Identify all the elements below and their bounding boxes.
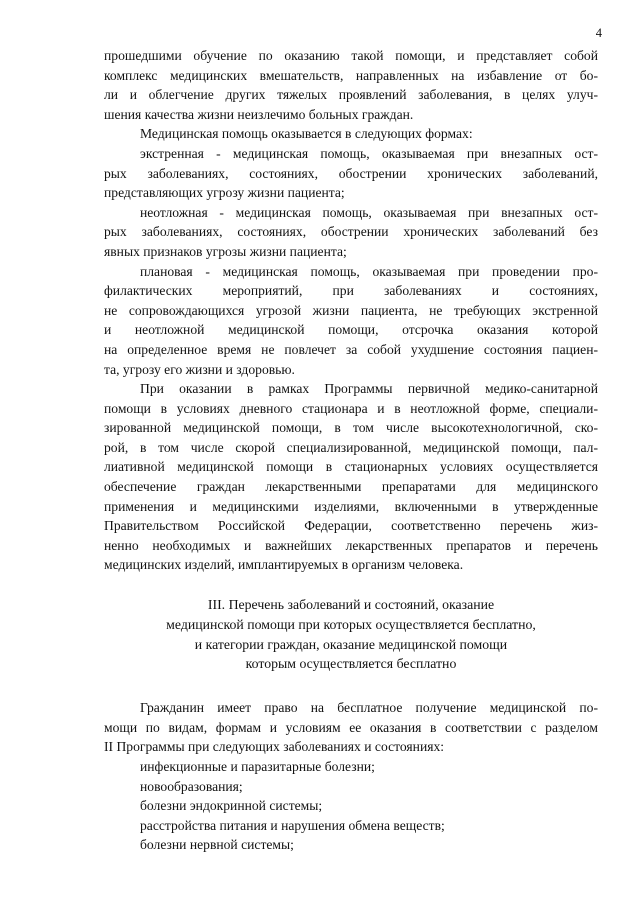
text-line: Гражданин имеет право на бесплатное получение медицинской по- <box>140 700 598 716</box>
list-item: болезни нервной системы; <box>140 837 294 853</box>
heading-line: которым осуществляется бесплатно <box>245 656 457 672</box>
text-line: медицинских изделий, имплантируемых в организм человека. <box>104 557 464 573</box>
text-line: При оказании в рамках Программы первичной медико-санитарной <box>140 381 598 397</box>
text-line: экстренная - медицинская помощь, оказываемая при внезапных ост- <box>140 145 598 161</box>
list-item: болезни эндокринной системы; <box>140 798 323 814</box>
text-line: II Программы при следующих заболеваниях и состояниях: <box>104 739 445 755</box>
text-line: не сопровождающихся угрозой жизни пациента, не требующих экстренной <box>104 302 598 318</box>
text-line: и неотложной медицинской помощи, отсрочка оказания которой <box>104 322 598 338</box>
list-item: инфекционные и паразитарные болезни; <box>140 759 375 774</box>
text-line: рой, в том числе скорой специализированной, медицинской помощи, пал- <box>104 439 598 455</box>
text-line: рых заболеваниях, состояниях, обострении хронических заболеваний без <box>104 224 598 240</box>
text-line: ли и облегчение других тяжелых проявлений заболевания, в целях улуч- <box>104 87 598 103</box>
conditions-list <box>104 757 598 855</box>
text-line: представляющих угрозу жизни пациента; <box>104 185 345 201</box>
paragraph-urgent <box>104 203 598 262</box>
text-line: мощи по видам, формам и условиям ее оказания в соответствии с разделом <box>104 719 598 735</box>
paragraph-citizen-rights <box>104 698 598 757</box>
document-body <box>104 46 598 855</box>
text-line: Правительством Российской Федерации, соответственно перечень жиз- <box>104 518 598 534</box>
section-heading <box>104 595 598 674</box>
list-item: новообразования; <box>140 778 243 794</box>
text-line: Медицинская помощь оказывается в следующих формах: <box>140 126 473 142</box>
list-item: расстройства питания и нарушения обмена веществ; <box>140 817 445 833</box>
paragraph-forms-intro <box>104 124 598 144</box>
paragraph-drug-provision <box>104 379 598 575</box>
text-line: зированной медицинской помощи, в том числе высокотехнологичной, ско- <box>104 420 598 436</box>
paragraph-palliative-continuation <box>104 46 598 124</box>
text-line: та, угрозу его жизни и здоровью. <box>104 361 295 377</box>
text-line: обеспечение граждан лекарственными препаратами для медицинского <box>104 479 598 495</box>
text-line: прошедшими обучение по оказанию такой помощи, и представляет собой <box>104 48 598 63</box>
heading-line: и категории граждан, оказание медицинской помощи <box>194 636 508 652</box>
heading-line: III. Перечень заболеваний и состояний, оказание <box>207 597 495 613</box>
text-line: помощи в условиях дневного стационара и в неотложной форме, специали- <box>104 400 598 416</box>
text-line: ненно необходимых и важнейших лекарственных препаратов и перечень <box>104 537 598 553</box>
text-line: применения и медицинскими изделиями, включенными в утвержденные <box>104 498 598 514</box>
text-line: неотложная - медицинская помощь, оказываемая при внезапных ост- <box>140 204 598 220</box>
paragraph-emergency <box>104 144 598 203</box>
paragraph-planned <box>104 262 598 380</box>
text-line: филактических мероприятий, при заболеваниях и состояниях, <box>104 283 598 299</box>
page-number: 4 <box>595 26 602 40</box>
text-line: явных признаков угрозы жизни пациента; <box>104 243 347 259</box>
text-line: комплекс медицинских вмешательств, направленных на избавление от бо- <box>104 67 598 83</box>
text-line: плановая - медицинская помощь, оказываемая при проведении про- <box>140 263 598 279</box>
heading-line: медицинской помощи при которых осуществляется бесплатно, <box>166 616 536 632</box>
text-line: на определенное время не повлечет за собой ухудшение состояния пациен- <box>104 341 598 357</box>
text-line: рых заболеваниях, состояниях, обострении хронических заболеваний, <box>104 165 598 181</box>
text-line: лиативной медицинской помощи в стационарных условиях осуществляется <box>104 459 598 475</box>
text-line: шения качества жизни неизлечимо больных граждан. <box>104 106 414 122</box>
